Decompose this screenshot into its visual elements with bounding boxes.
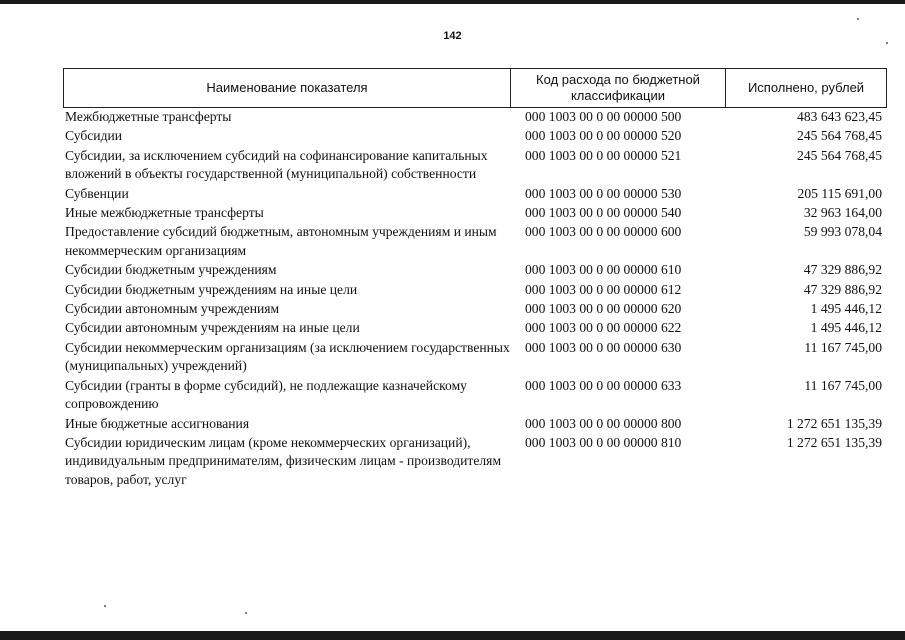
- scan-speck: [245, 612, 247, 614]
- row-amount: 1 495 446,12: [810, 301, 882, 317]
- row-name: Субсидии: [65, 128, 123, 144]
- header-code: Код расхода по бюджетной классификации: [510, 69, 725, 107]
- table-row: [63, 204, 887, 222]
- row-code: 000 1003 00 0 00 00000 500: [525, 109, 682, 124]
- table-body: [63, 108, 887, 489]
- scan-speck: [857, 18, 859, 20]
- row-name: Субсидии юридическим лицам (кроме некоммерческих организаций), индивидуальным предпринимателям, физическим лицам - производителям товаров, работ, услуг: [65, 434, 502, 487]
- row-name: Субвенции: [65, 185, 129, 201]
- header-name: Наименование показателя: [206, 80, 368, 95]
- row-code: 000 1003 00 0 00 00000 810: [525, 434, 682, 450]
- scan-bottom-edge: [0, 631, 905, 640]
- row-name: Субсидии (гранты в форме субсидий), не подлежащие казначейскому сопровождению: [65, 377, 467, 412]
- scan-speck: [104, 605, 106, 607]
- row-name: Иные межбюджетные трансферты: [65, 205, 264, 221]
- row-name: Межбюджетные трансферты: [65, 109, 232, 124]
- row-name: Субсидии некоммерческим организациям (за исключением государственных (муниципальных) учреждений): [65, 339, 510, 374]
- row-code: 000 1003 00 0 00 00000 540: [525, 205, 682, 221]
- table-row: [63, 147, 887, 184]
- row-code: 000 1003 00 0 00 00000 610: [525, 262, 682, 278]
- table-row: [63, 319, 887, 337]
- table-row: [63, 415, 887, 433]
- row-name: Субсидии бюджетным учреждениям: [65, 262, 277, 278]
- table-row: [63, 281, 887, 299]
- row-amount: 483 643 623,45: [797, 109, 882, 124]
- row-amount: 47 329 886,92: [803, 262, 882, 278]
- row-code: 000 1003 00 0 00 00000 800: [525, 415, 682, 431]
- row-name: Субсидии автономным учреждениям на иные цели: [65, 320, 360, 336]
- page-number: 142: [443, 30, 462, 42]
- row-name: Субсидии бюджетным учреждениям на иные цели: [65, 281, 358, 297]
- table-row: [63, 339, 887, 376]
- row-name: Субсидии, за исключением субсидий на софинансирование капитальных вложений в объекты государственной (муниципальной) собственности: [65, 147, 488, 182]
- row-amount: 11 167 745,00: [804, 377, 882, 393]
- table-row: [63, 434, 887, 489]
- table-header: [63, 68, 887, 108]
- row-amount: 1 495 446,12: [810, 320, 882, 336]
- table-row: [63, 300, 887, 318]
- row-code: 000 1003 00 0 00 00000 620: [525, 301, 682, 317]
- row-amount: 245 564 768,45: [797, 147, 882, 163]
- row-name: Иные бюджетные ассигнования: [65, 415, 250, 431]
- expenditure-table: [63, 68, 887, 490]
- row-amount: 11 167 745,00: [804, 339, 882, 355]
- row-amount: 32 963 164,00: [803, 205, 882, 221]
- table-row: [63, 223, 887, 260]
- row-code: 000 1003 00 0 00 00000 600: [525, 224, 682, 240]
- table-row: [63, 377, 887, 414]
- row-amount: 59 993 078,04: [803, 224, 882, 240]
- table-row: [63, 261, 887, 279]
- row-code: 000 1003 00 0 00 00000 633: [525, 377, 682, 393]
- row-amount: 1 272 651 135,39: [786, 415, 882, 431]
- row-name: Предоставление субсидий бюджетным, автономным учреждениям и иным некоммерческим организациям: [65, 224, 497, 258]
- row-amount: 47 329 886,92: [803, 281, 882, 297]
- row-amount: 1 272 651 135,39: [786, 434, 882, 450]
- header-amount: Исполнено, рублей: [725, 69, 886, 107]
- row-code: 000 1003 00 0 00 00000 630: [525, 339, 682, 355]
- table-row: [63, 108, 887, 126]
- scan-top-edge: [0, 0, 905, 4]
- table-row: [63, 185, 887, 203]
- row-name: Субсидии автономным учреждениям: [65, 301, 280, 317]
- row-amount: 245 564 768,45: [797, 128, 882, 144]
- row-amount: 205 115 691,00: [797, 185, 882, 201]
- row-code: 000 1003 00 0 00 00000 622: [525, 320, 682, 336]
- row-code: 000 1003 00 0 00 00000 530: [525, 185, 682, 201]
- scan-speck: [886, 42, 888, 44]
- row-code: 000 1003 00 0 00 00000 521: [525, 147, 682, 163]
- row-code: 000 1003 00 0 00 00000 520: [525, 128, 682, 144]
- table-row: [63, 127, 887, 145]
- row-code: 000 1003 00 0 00 00000 612: [525, 281, 682, 297]
